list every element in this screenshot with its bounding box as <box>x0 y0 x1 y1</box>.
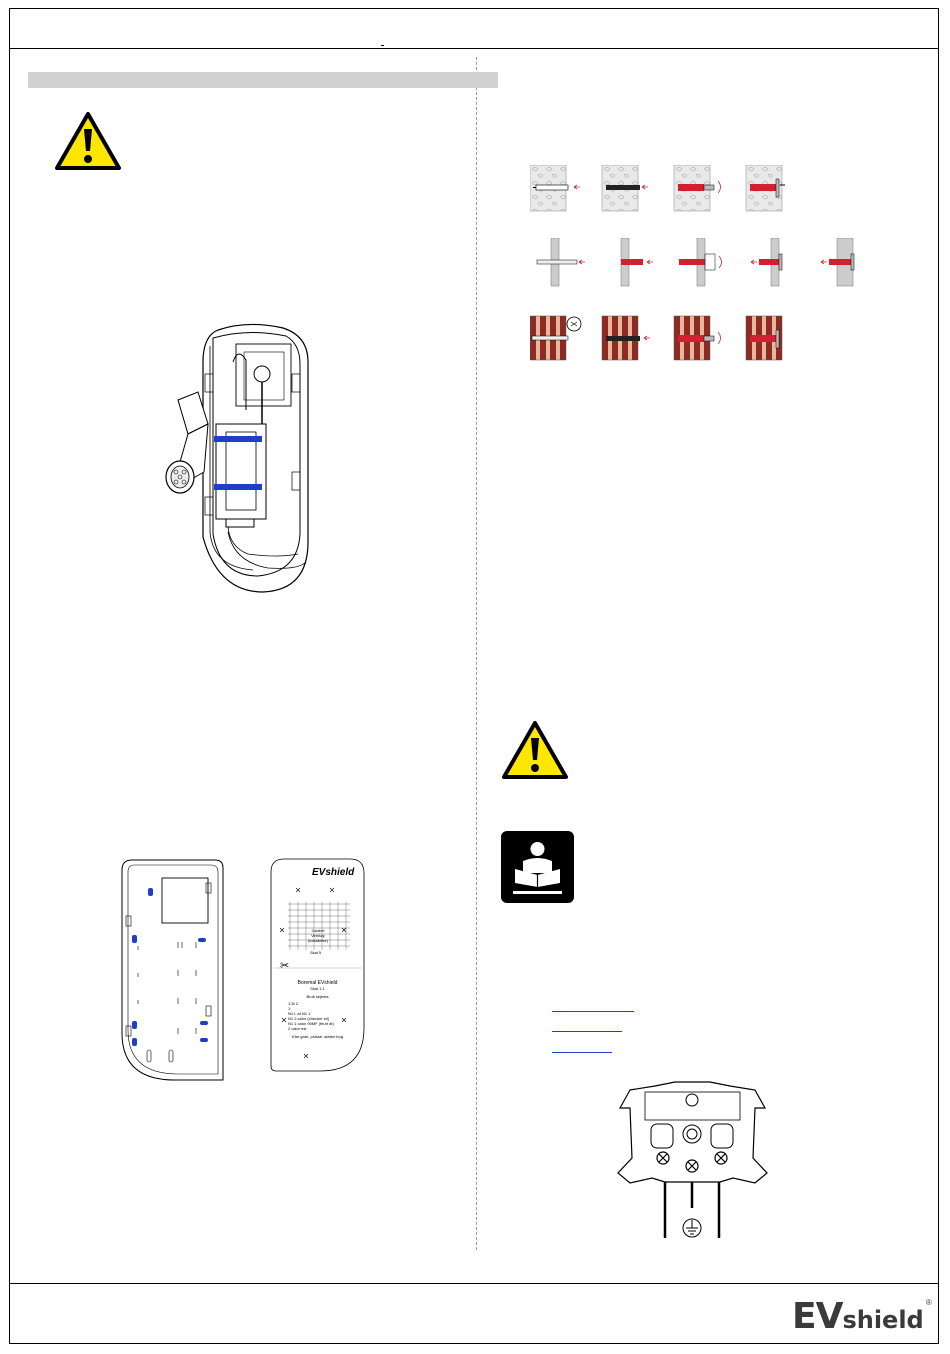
warning-icon <box>501 720 569 780</box>
template-hint-line: Verktøy <box>311 933 325 938</box>
template-subtitle: Skal 1:1 <box>310 986 325 991</box>
logo-ev: EV <box>792 1296 843 1337</box>
evshield-logo <box>792 1296 932 1337</box>
read-manual-icon <box>501 831 574 903</box>
template-hint-line: (forståelse) <box>307 938 328 943</box>
header-rule <box>10 48 938 49</box>
logo-shield: shield <box>842 1306 924 1334</box>
checklist-item: 2 calor est <box>288 1026 307 1031</box>
checklist-item: 1 <box>288 1006 291 1011</box>
scissors-icon: ✂ <box>280 960 290 972</box>
checklist-item: 1,5t 2 <box>288 1001 299 1006</box>
checklist-item: N1 2 calor (checker eli) <box>288 1016 330 1021</box>
anchor-row-brick <box>530 312 790 362</box>
template-title: Boremal EVshield <box>297 980 338 986</box>
checklist-item: N1 L at N1 1 <box>288 1011 311 1016</box>
anchor-row-concrete <box>530 165 790 213</box>
template-hint-line: Justere <box>311 928 325 933</box>
charger-illustration <box>158 322 318 597</box>
page-frame <box>9 8 939 1344</box>
section-heading-bar <box>28 72 498 88</box>
template-hint <box>288 928 348 943</box>
footer-rule <box>10 1283 938 1284</box>
backplate-illustration <box>120 858 225 1083</box>
column-divider <box>476 57 477 1250</box>
template-cut-label: Skal 5 <box>310 950 322 955</box>
template-confirm-heading: Bruk skjema <box>306 994 329 999</box>
template-footer: Klar gare, plusse, staten bog <box>292 1034 343 1039</box>
link-underline[interactable] <box>552 1011 634 1012</box>
template-checklist <box>288 1001 334 1031</box>
link-underline[interactable] <box>552 1052 612 1053</box>
link-underline[interactable] <box>552 1031 622 1032</box>
template-brand: EVshield <box>312 867 355 878</box>
header-tick <box>381 45 384 46</box>
drilling-template-sheet <box>270 858 365 1073</box>
checklist-item: N1 1 calor 90MF (feurt at) <box>288 1021 334 1026</box>
concrete-step-1 <box>530 165 580 211</box>
terminal-block-illustration <box>615 1078 770 1243</box>
ground-icon <box>683 1219 701 1237</box>
registered-mark: ® <box>925 1298 932 1307</box>
anchor-row-plasterboard <box>535 238 865 288</box>
warning-icon <box>54 111 122 171</box>
